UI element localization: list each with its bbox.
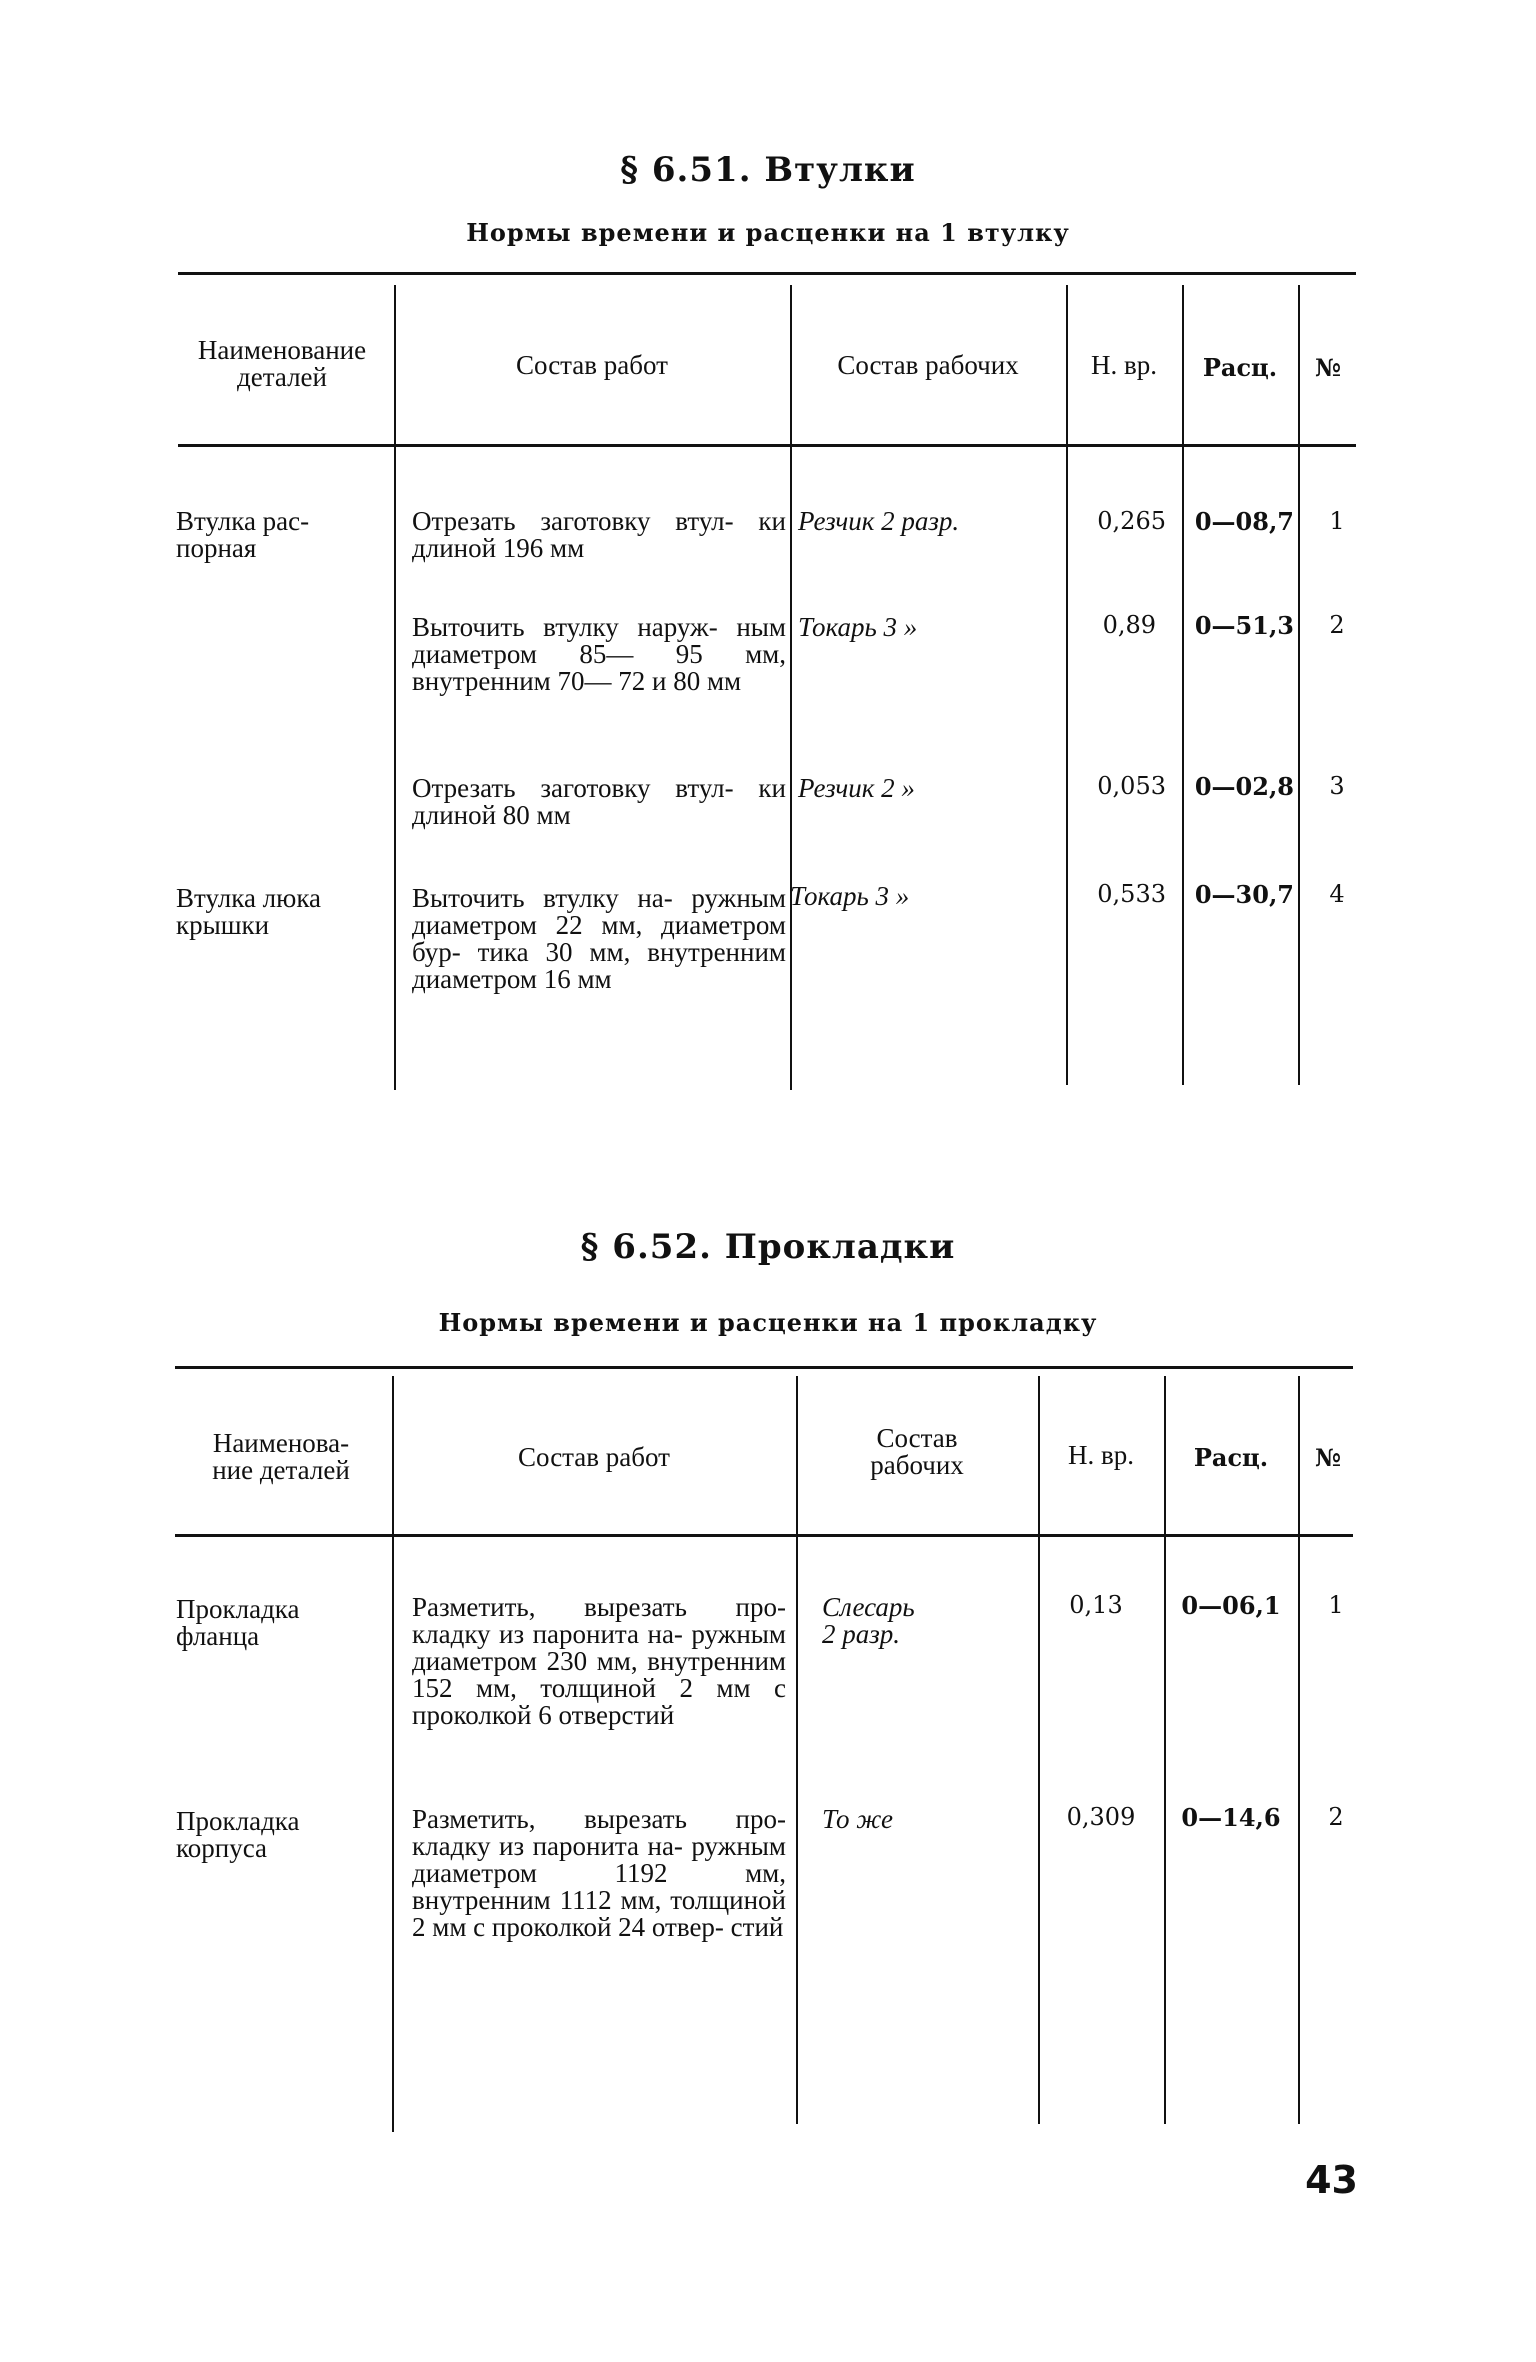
page-number: 43 [1305,2158,1358,2202]
header-time: Н. вр. [1091,350,1157,380]
table-cell-time: 0,265 [1097,507,1166,535]
table-cell-work: Отрезать заготовку втул- ки длиной 196 мм [412,506,786,563]
column-divider [394,285,396,1090]
column-divider [1298,285,1300,1085]
table-cell-no: 2 [1328,1803,1344,1831]
table-cell-work: Выточить втулку наруж- ным диаметром 85— 95 мм, внутренним 70— 72 и 80 мм [412,612,786,696]
table-cell-time: 0,309 [1066,1803,1136,1831]
table-cell-price: 0—51,3 [1194,611,1294,640]
table-cell-time: 0,89 [1102,611,1156,639]
header-time: Н. вр. [1068,1440,1134,1470]
header-name: Наименова- ние деталей [212,1428,350,1485]
column-divider [1066,285,1068,1085]
table-cell-time: 0,533 [1097,880,1166,908]
table-cell-work: Выточить втулку на- ружным диаметром 22 мм, диаметром бур- тика 30 мм, внутренним диаметром 16 мм [412,883,786,994]
table-cell-price: 0—02,8 [1194,772,1294,801]
header-no: № [1314,353,1342,382]
header-work: Состав работ [518,1442,670,1472]
section-subtitle-6-51: Нормы времени и расценки на 1 втулку [466,218,1070,247]
table-cell-name: Втулка люка крышки [176,883,322,940]
header-name: Наименование деталей [197,335,367,392]
table-header-rule [175,1534,1353,1537]
column-divider [1164,1376,1166,2124]
table-cell-work: Разметить, вырезать про- кладку из паронита на- ружным диаметром 1192 мм, внутренним 1112 мм, толщиной 2 мм с проколкой 24 отвер- стий [412,1804,786,1942]
header-price: Расц. [1202,353,1278,382]
table-cell-worker: Резчик 2 разр. [798,506,960,536]
header-workers: Состав рабочих [837,350,1019,380]
table-cell-work: Разметить, вырезать про- кладку из паронита на- ружным диаметром 230 мм, внутренним 152 мм, толщиной 2 мм с проколкой 6 отверстий [412,1592,786,1730]
table-cell-no: 2 [1329,611,1345,639]
header-price: Расц. [1193,1443,1269,1472]
table-cell-worker: То же [822,1804,894,1834]
column-divider [1182,285,1184,1085]
column-divider [1038,1376,1040,2124]
table-cell-time: 0,053 [1097,772,1166,800]
table-cell-price: 0—08,7 [1194,507,1294,536]
column-divider [1298,1376,1300,2124]
table-cell-no: 1 [1329,507,1345,535]
table-cell-name: Прокладка корпуса [176,1806,300,1863]
table-cell-name: Прокладка фланца [176,1594,300,1651]
table-cell-no: 4 [1329,880,1345,908]
table-cell-worker: Токарь 3 » [790,881,910,911]
table-cell-no: 3 [1329,772,1345,800]
section-subtitle-6-52: Нормы времени и расценки на 1 прокладку [438,1308,1098,1337]
table-cell-price: 0—14,6 [1181,1803,1281,1832]
table-cell-worker: Резчик 2 » [798,773,915,803]
column-divider [392,1376,394,2132]
table-cell-worker: Токарь 3 » [798,612,918,642]
header-workers: Состав рабочих [870,1423,964,1480]
table-header-rule [178,444,1356,447]
table-cell-price: 0—06,1 [1181,1591,1281,1620]
table-cell-work: Отрезать заготовку втул- ки длиной 80 мм [412,773,786,830]
table-cell-time: 0,13 [1069,1591,1123,1619]
table-top-rule [178,272,1356,275]
table-cell-no: 1 [1328,1591,1344,1619]
table-top-rule [175,1366,1353,1369]
header-no: № [1314,1443,1342,1472]
column-divider [790,285,792,1090]
table-cell-name: Втулка рас- порная [176,506,310,563]
header-work: Состав работ [516,350,668,380]
section-title-6-51: § 6.51. Втулки [620,150,916,190]
column-divider [796,1376,798,2124]
table-cell-worker: Слесарь 2 разр. [822,1592,915,1649]
table-cell-price: 0—30,7 [1194,880,1294,909]
section-title-6-52: § 6.52. Прокладки [580,1227,956,1267]
